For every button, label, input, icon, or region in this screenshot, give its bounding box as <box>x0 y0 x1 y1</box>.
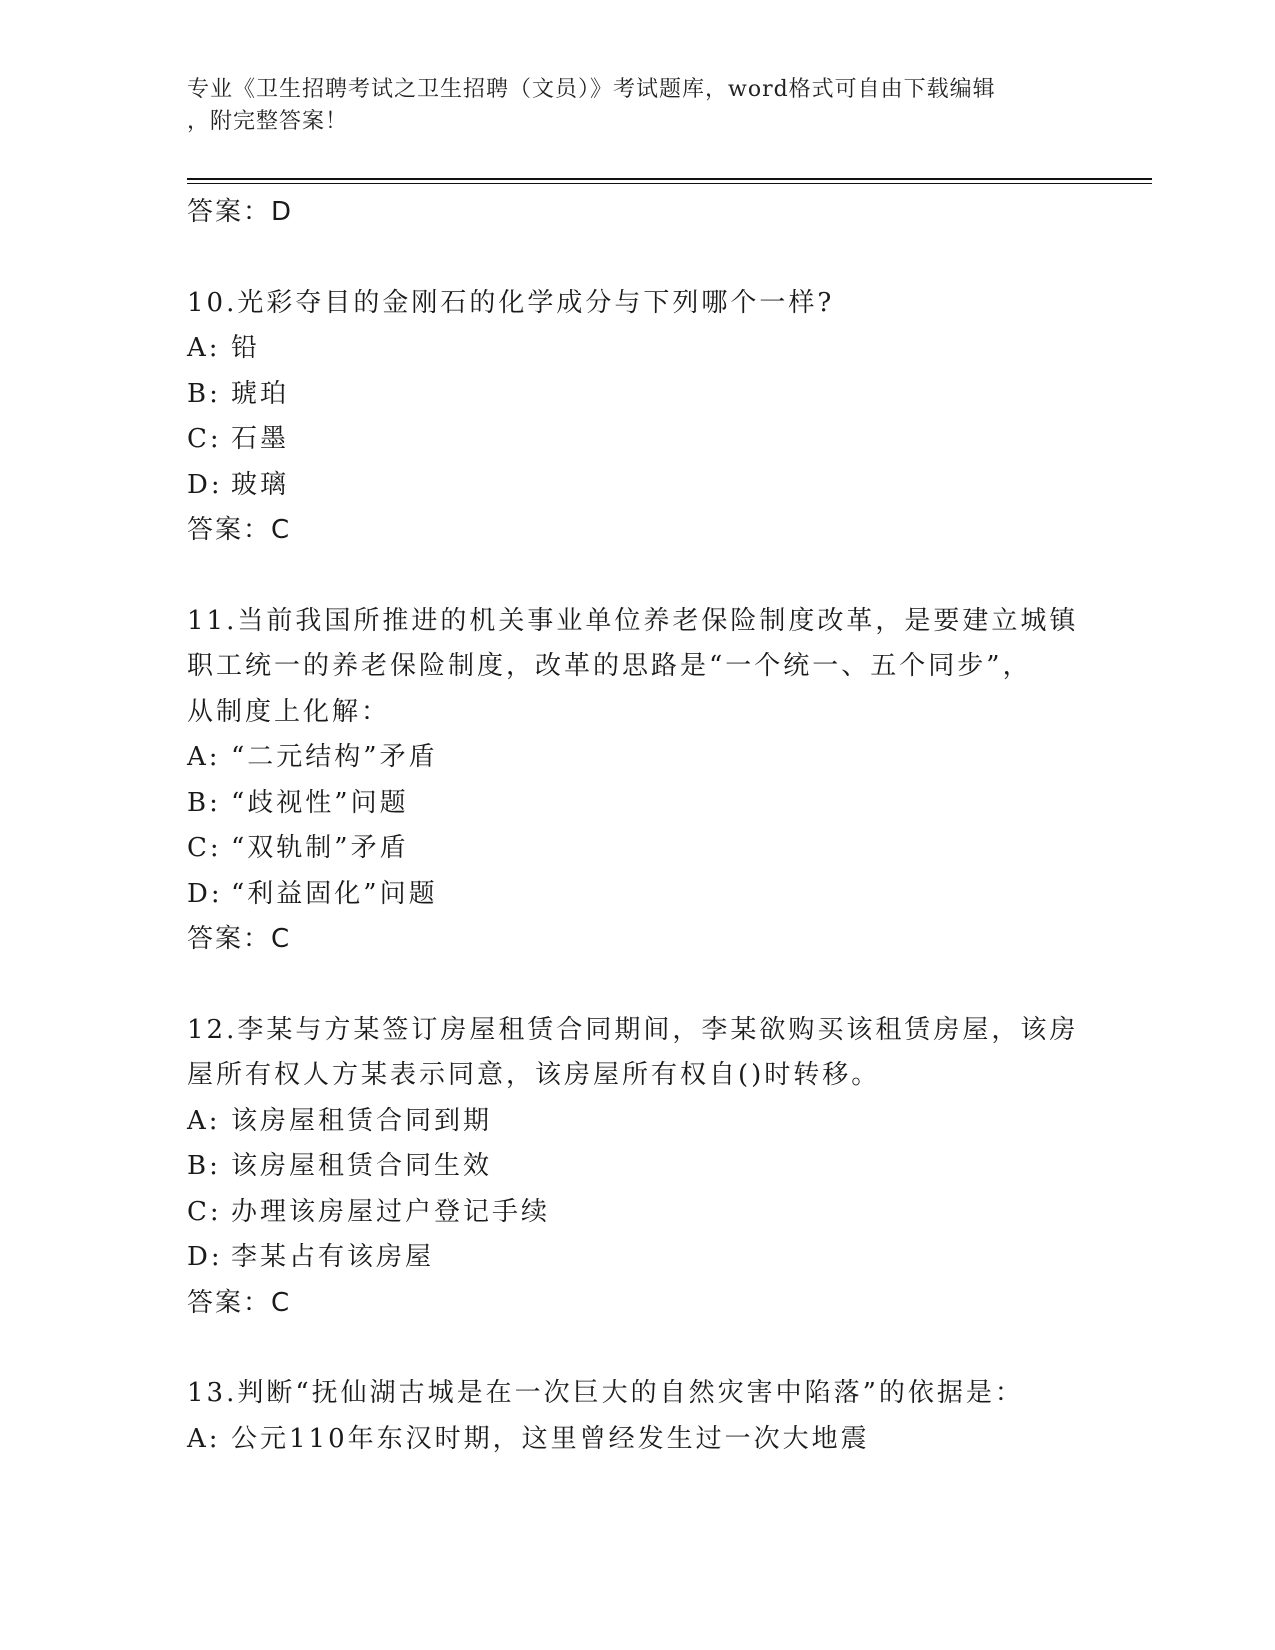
question-stem: 职工统一的养老保险制度，改革的思路是“一个统一、五个同步”， <box>187 651 1032 681</box>
question-12 <box>187 1008 1087 1327</box>
option-letter: C: <box>187 424 222 454</box>
option-letter: A: <box>187 333 221 363</box>
question-stem: 10.光彩夺目的金刚石的化学成分与下列哪个一样? <box>187 287 835 318</box>
option-text: 公元110年东汉时期，这里曾经发生过一次大地震 <box>231 1423 870 1454</box>
option-text: 办理该房屋过户登记手续 <box>231 1196 551 1227</box>
option-text: 该房屋租赁合同到期 <box>231 1105 493 1136</box>
option-b <box>187 372 1087 418</box>
option-letter: D: <box>187 469 223 500</box>
question-stem: 从制度上化解： <box>187 696 391 727</box>
document-header <box>187 74 1067 138</box>
option-letter: B: <box>187 378 221 409</box>
option-c <box>187 417 1087 463</box>
question-11 <box>187 599 1087 963</box>
option-a <box>187 1099 1087 1145</box>
option-text: 铅 <box>231 333 261 363</box>
option-a <box>187 735 1087 781</box>
option-c <box>187 1190 1087 1236</box>
option-text: 该房屋租赁合同生效 <box>231 1151 493 1181</box>
option-letter: A: <box>187 742 221 772</box>
header-divider-thin <box>187 183 1152 184</box>
question-stem: 屋所有权人方某表示同意，该房屋所有权自()时转移。 <box>187 1060 881 1090</box>
option-a <box>187 326 1087 372</box>
answer-text: 答案：C <box>187 924 292 954</box>
question-stem: 12.李某与方某签订房屋租赁合同期间，李某欲购买该租赁房屋，该房 <box>187 1014 1079 1045</box>
question-10 <box>187 281 1087 554</box>
option-d <box>187 1235 1087 1281</box>
option-letter: B: <box>187 787 221 818</box>
header-divider-thick <box>187 178 1152 180</box>
option-letter: A: <box>187 1105 221 1136</box>
question-stem: 11.当前我国所推进的机关事业单位养老保险制度改革，是要建立城镇 <box>187 605 1079 636</box>
question-stem: 13.判断“抚仙湖古城是在一次巨大的自然灾害中陷落”的依据是： <box>187 1378 1024 1408</box>
answer-text: 答案：C <box>187 515 292 545</box>
answer-text: 答案：D <box>187 197 294 227</box>
option-text: 李某占有该房屋 <box>231 1242 435 1272</box>
option-text: “利益固化”问题 <box>231 878 438 909</box>
question-13 <box>187 1371 1087 1462</box>
header-line-1: 专业《卫生招聘考试之卫生招聘（文员）》考试题库，word格式可自由下载编辑 <box>187 77 996 102</box>
option-b <box>187 1144 1087 1190</box>
option-letter: B: <box>187 1151 221 1181</box>
option-text: 玻璃 <box>231 469 290 500</box>
option-letter: D: <box>187 1242 223 1272</box>
option-text: “二元结构”矛盾 <box>231 742 438 772</box>
option-text: 石墨 <box>231 424 290 454</box>
option-text: “歧视性”问题 <box>231 787 409 818</box>
previous-answer-block <box>187 190 1087 236</box>
option-text: 琥珀 <box>231 378 290 409</box>
option-b <box>187 781 1087 827</box>
option-a <box>187 1417 1087 1463</box>
answer-text: 答案：C <box>187 1287 292 1318</box>
option-letter: D: <box>187 878 223 909</box>
header-line-2: ，附完整答案！ <box>187 109 349 134</box>
option-letter: C: <box>187 1196 222 1227</box>
option-text: “双轨制”矛盾 <box>231 833 409 863</box>
option-letter: C: <box>187 833 222 863</box>
option-d <box>187 872 1087 918</box>
option-d <box>187 463 1087 509</box>
option-letter: A: <box>187 1423 221 1454</box>
option-c <box>187 826 1087 872</box>
document-body <box>187 190 1087 1507</box>
